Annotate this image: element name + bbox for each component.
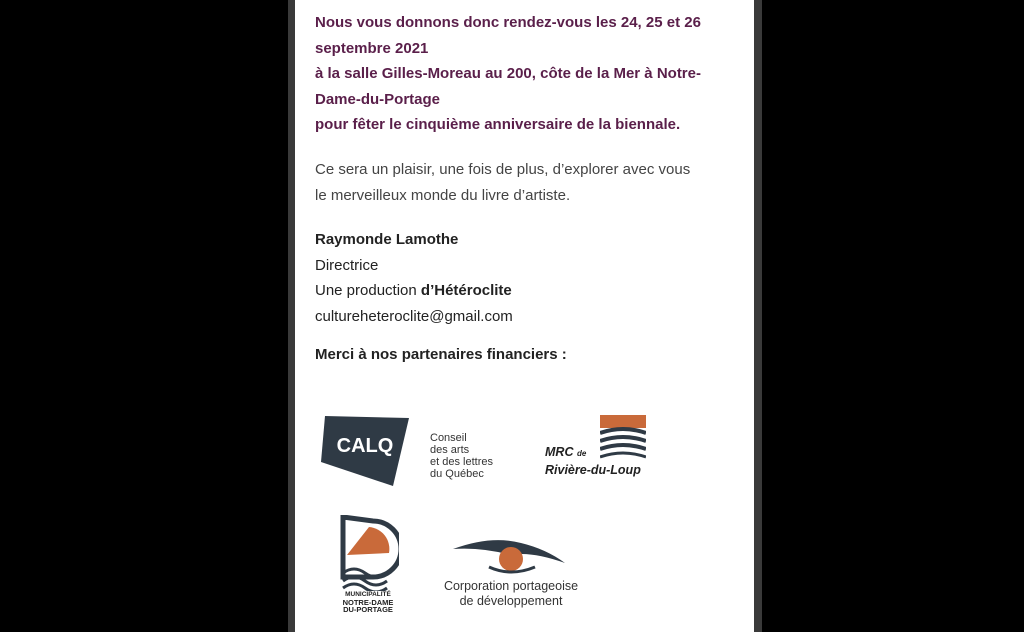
- mrc-name-line: [545, 444, 641, 462]
- left-background: [0, 0, 292, 632]
- message-text: [315, 157, 745, 209]
- calq-name: [430, 432, 493, 480]
- calq-name-line: du Québec: [430, 468, 484, 480]
- corporation-sun: [499, 547, 523, 571]
- calq-logo: [317, 412, 417, 490]
- corporation-name-line: Corporation portageoise: [443, 579, 579, 593]
- calq-logo-text: CALQ: [336, 435, 394, 457]
- municipalite-sail: [347, 527, 389, 555]
- mrc-sun-band: [600, 415, 646, 428]
- signature-name: Raymonde Lamothe: [315, 231, 459, 248]
- corporation-name: [438, 579, 584, 609]
- document-page[interactable]: [295, 0, 754, 632]
- municipalite-name-line: DU-PORTAGE: [343, 605, 393, 614]
- right-background: [758, 0, 1024, 632]
- municipalite-name-line: NOTRE-DAME: [342, 597, 394, 607]
- announcement-text: [315, 10, 745, 138]
- partners-heading: Merci à nos partenaires financiers :: [315, 346, 567, 363]
- mrc-wave: [600, 429, 646, 433]
- page-border-right: [754, 0, 762, 632]
- message-line: Ce sera un plaisir, une fois de plus, d’explorer avec vous: [315, 161, 691, 178]
- announcement-line: pour fêter le cinquième anniversaire de la biennale.: [315, 116, 681, 133]
- calq-name-line: et des lettres: [430, 456, 493, 468]
- message-line: le merveilleux monde du livre d’artiste.: [315, 187, 571, 204]
- mrc-word: MRC: [545, 445, 574, 459]
- municipalite-name-line: MUNICIPALITÉ: [345, 591, 391, 598]
- municipalite-name: [337, 591, 399, 614]
- announcement-line: Dame-du-Portage: [315, 90, 441, 108]
- production-name: d’Hétéroclite: [420, 282, 512, 299]
- mrc-wave: [600, 437, 646, 441]
- calq-name-line: des arts: [430, 444, 470, 456]
- email-link[interactable]: cultureheteroclite@gmail.com: [315, 307, 513, 325]
- calq-name-line: Conseil: [430, 432, 467, 444]
- production-prefix: Une production: [315, 282, 421, 299]
- production-line: [315, 278, 745, 304]
- corporation-logo: [451, 533, 567, 579]
- signature-block: [315, 227, 745, 329]
- corporation-name-line: de développement: [459, 594, 563, 608]
- mrc-name: [545, 444, 641, 478]
- page-border-left: [288, 0, 295, 632]
- mrc-word: de: [576, 449, 587, 458]
- announcement-line: septembre 2021: [315, 39, 429, 57]
- municipalite-logo: [339, 515, 399, 591]
- signature-title: Directrice: [315, 256, 379, 274]
- announcement-line: Nous vous donnons donc rendez-vous les 24, 25 et 26: [315, 14, 701, 31]
- announcement-line: à la salle Gilles-Moreau au 200, côte de la Mer à Notre-: [315, 65, 701, 82]
- mrc-name-line: Rivière-du-Loup: [545, 463, 641, 477]
